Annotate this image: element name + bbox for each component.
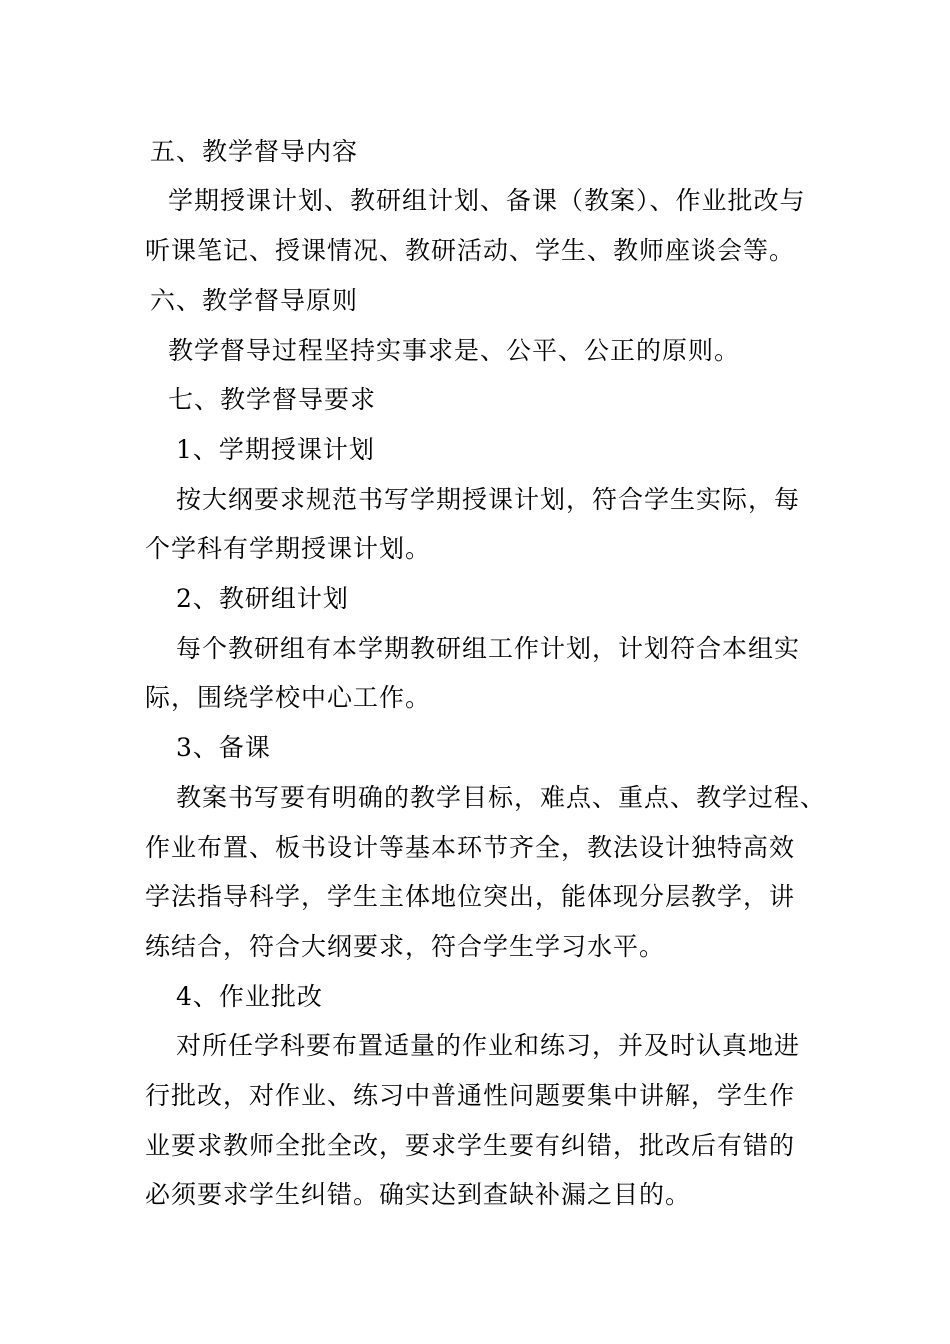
paragraph-line: 必须要求学生纠错。确实达到查缺补漏之目的。	[145, 1180, 692, 1209]
section-heading-7: 七、教学督导要求	[168, 385, 377, 414]
item-title-2: 2、教研组计划	[176, 584, 349, 613]
section-heading-6: 六、教学督导原则	[150, 286, 359, 315]
paragraph-line: 每个教研组有本学期教研组工作计划，计划符合本组实	[176, 634, 801, 663]
item-title-1: 1、学期授课计划	[176, 435, 375, 464]
paragraph-line: 教案书写要有明确的教学目标，难点、重点、教学过程、	[176, 783, 827, 812]
item-title-3: 3、备课	[176, 733, 271, 762]
item-title-4: 4、作业批改	[176, 982, 323, 1011]
paragraph-line: 作业布置、板书设计等基本环节齐全，教法设计独特高效	[145, 833, 796, 862]
paragraph-line: 学法指导科学，学生主体地位突出，能体现分层教学，讲	[145, 882, 796, 911]
paragraph-line: 练结合，符合大纲要求，符合学生学习水平。	[145, 932, 666, 961]
paragraph-line: 对所任学科要布置适量的作业和练习，并及时认真地进	[176, 1031, 801, 1060]
paragraph-line: 个学科有学期授课计划。	[145, 534, 432, 563]
paragraph-line: 教学督导过程坚持实事求是、公平、公正的原则。	[168, 336, 741, 365]
paragraph-line: 听课笔记、授课情况、教研活动、学生、教师座谈会等。	[145, 236, 796, 265]
section-heading-5: 五、教学督导内容	[150, 137, 359, 166]
paragraph-line: 际，围绕学校中心工作。	[145, 683, 432, 712]
paragraph-line: 按大纲要求规范书写学期授课计划，符合学生实际，每	[176, 485, 801, 514]
paragraph-line: 行批改，对作业、练习中普通性问题要集中讲解，学生作	[145, 1081, 796, 1110]
paragraph-line: 业要求教师全批全改，要求学生要有纠错，批改后有错的	[145, 1131, 796, 1160]
paragraph-line: 学期授课计划、教研组计划、备课（教案）、作业批改与	[168, 186, 806, 215]
